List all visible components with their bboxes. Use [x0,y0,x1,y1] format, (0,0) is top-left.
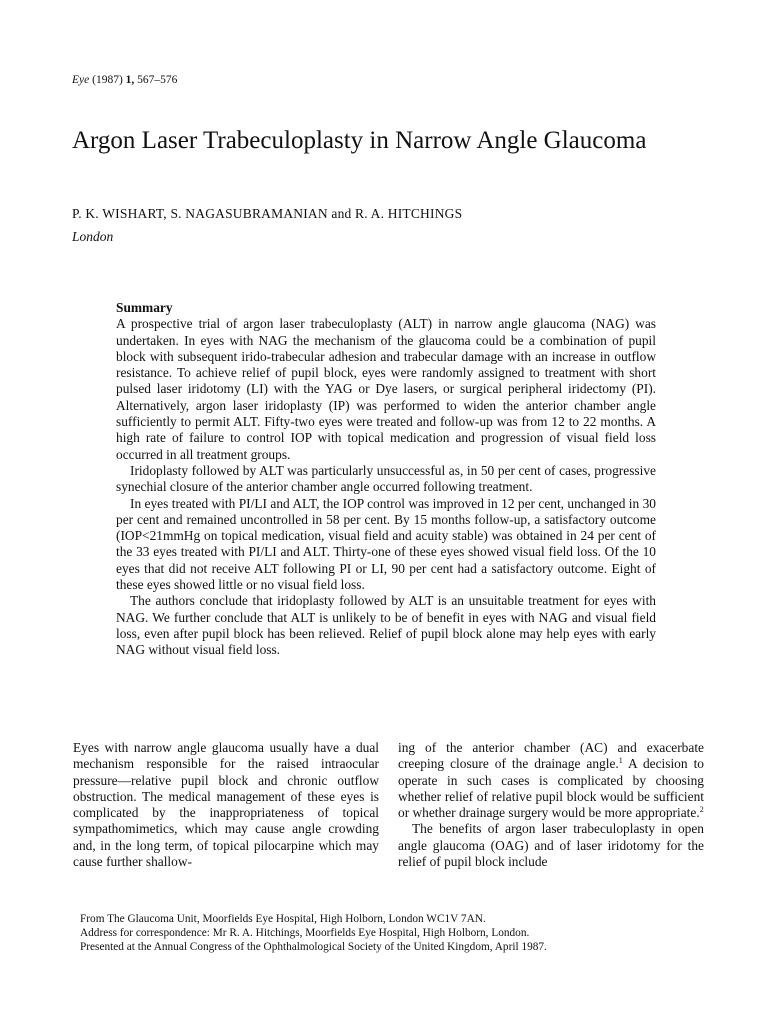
summary-heading: Summary [116,300,173,315]
author-list: P. K. WISHART, S. NAGASUBRAMANIAN and R. A. HITCHINGS [72,206,463,221]
body-right-column [398,740,704,870]
summary-paragraph-2: Iridoplasty followed by ALT was particularly unsuccessful as, in 50 per cent of cases, progressive synechial closure of the anterior chamber angle occurred following treatment. [116,462,656,495]
journal-pages: 567–576 [137,74,178,86]
body-paragraph-2: The benefits of argon laser trabeculoplasty in open angle glaucoma (OAG) and of laser iridotomy for the relief of pupil block include [398,821,704,870]
author-location: London [72,229,114,244]
journal-volume: 1, [125,74,135,86]
reference-marker: 1 [618,756,623,766]
footnotes [80,912,547,955]
footnote-correspondence: Address for correspondence: Mr R. A. Hitchings, Moorfields Eye Hospital, High Holborn, London. [80,927,530,940]
summary-section [116,300,656,659]
body-paragraph-1-continued [398,740,704,821]
journal-name: Eye [72,74,90,86]
footnote-presentation: Presented at the Annual Congress of the Ophthalmological Society of the United Kingdom, April 1987. [80,941,547,954]
footnote-affiliation: From The Glaucoma Unit, Moorfields Eye Hospital, High Holborn, London WC1V 7AN. [80,913,486,925]
body-paragraph-1: Eyes with narrow angle glaucoma usually have a dual mechanism responsible for the raised intraocular pressure—relative pupil block and chronic outflow obstruction. The medical management of these eyes is complicated by the inappropriateness of topical sympathomimetics, which may cause angle crowding and, in the long term, of topical pilocarpine which may cause further shallow- [73,740,379,870]
reference-marker: 2 [699,805,704,815]
journal-year: (1987) [92,74,123,86]
body-left-column [73,740,379,870]
article-title: Argon Laser Trabeculoplasty in Narrow Angle Glaucoma [72,127,647,154]
body-text: A decision to operate in such cases is complicated by choosing whether relief of relative pupil block would be sufficient or whether drainage surgery would be more appropriate. [398,756,704,821]
summary-paragraph-3: In eyes treated with PI/LI and ALT, the IOP control was improved in 12 per cent, unchanged in 30 per cent and remained uncontrolled in 58 per cent. By 15 months follow-up, a satisfactory outcome (IOP<21mmHg on topical medication, visual field and acuity stable) was obtained in 24 per cent of the 33 eyes treated with PI/LI and ALT. Thirty-one of these eyes showed visual field loss. Of the 10 eyes that did not receive ALT following PI or LI, 90 per cent had a satisfactory outcome. Eight of these eyes showed little or no visual field loss. [116,495,656,593]
journal-citation [72,74,177,86]
summary-paragraph-1: A prospective trial of argon laser trabeculoplasty (ALT) in narrow angle glaucoma (NAG) was undertaken. In eyes with NAG the mechanism of the glaucoma could be a combination of pupil block with subsequent irido-trabecular adhesion and trabecular damage with an increase in outflow resistance. To achieve relief of pupil block, eyes were randomly assigned to treatment with short pulsed laser iridotomy (LI) with the YAG or Dye lasers, or surgical peripheral iridectomy (PI). Alternatively, argon laser iridoplasty (IP) was performed to widen the anterior chamber angle sufficiently to permit ALT. Fifty-two eyes were treated and follow-up was from 12 to 22 months. A high rate of failure to control IOP with topical medication and progression of visual field loss occurred in all treatment groups. [116,316,656,462]
body-text: ing of the anterior chamber (AC) and exacerbate creeping closure of the drainage angle. [398,740,704,772]
summary-paragraph-4: The authors conclude that iridoplasty followed by ALT is an unsuitable treatment for eyes with NAG. We further conclude that ALT is unlikely to be of benefit in eyes with NAG and visual field loss, even after pupil block has been relieved. Relief of pupil block alone may help eyes with early NAG without visual field loss. [116,593,656,658]
